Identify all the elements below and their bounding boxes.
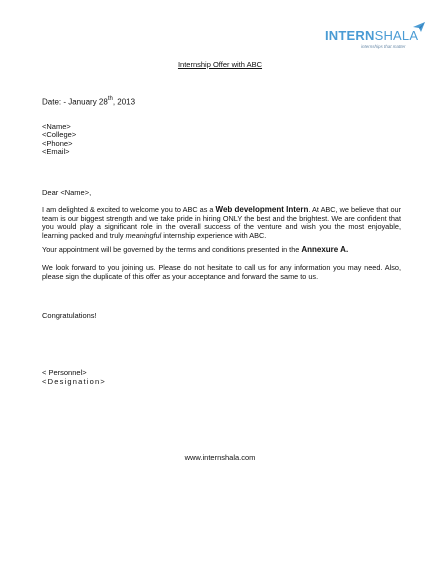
para1-middle: . At ABC, we believe that our team is our biggest strength and we take pride in hiring ONLY the best and the brightest. We are confident that you would play a significant role in the overall success of the venture and wish you the most enjoyable, learning packed and truly	[42, 205, 401, 240]
address-email: <Email>	[42, 147, 70, 157]
internshala-logo	[325, 20, 425, 50]
para2-before: Your appointment will be governed by the terms and conditions presented in the	[42, 245, 302, 254]
letter-date	[42, 96, 135, 107]
role-title: Web development Intern	[215, 205, 309, 214]
logo-word-intern: INTERN	[325, 28, 375, 43]
congratulations-line: Congratulations!	[42, 311, 97, 320]
para1-before: I am delighted & excited to welcome you to ABC as a	[42, 205, 216, 214]
logo-wordmark	[325, 29, 418, 43]
annexure-reference: Annexure A.	[301, 245, 349, 254]
recipient-address	[42, 123, 76, 157]
logo-word-shala: SHALA	[374, 28, 419, 43]
salutation: Dear <Name>,	[42, 188, 92, 197]
footer-website: www.internshala.com	[184, 453, 256, 462]
terms-paragraph	[42, 246, 401, 255]
logo-tagline: internships that matter	[361, 44, 406, 49]
date-prefix: Date: - January 28	[42, 97, 108, 107]
emphasis-word: meaningful	[125, 230, 162, 240]
date-ordinal: th	[107, 96, 113, 102]
letter-title: Internship Offer with ABC	[177, 60, 263, 69]
address-college: <College>	[42, 130, 77, 140]
signature-designation: <Designation>	[42, 377, 106, 386]
closing-paragraph: We look forward to you joining us. Please do not hesitate to call us for any information you may need. Also, please sign the duplicate of this offer as your acceptance and forward the same to us.	[42, 263, 401, 281]
para1-after: internship experience with ABC.	[161, 230, 267, 240]
address-name: <Name>	[42, 122, 71, 131]
address-phone: <Phone>	[42, 138, 73, 148]
welcome-paragraph	[42, 206, 401, 240]
date-year: , 2013	[112, 97, 136, 107]
signature-personnel: < Personnel>	[42, 368, 87, 377]
